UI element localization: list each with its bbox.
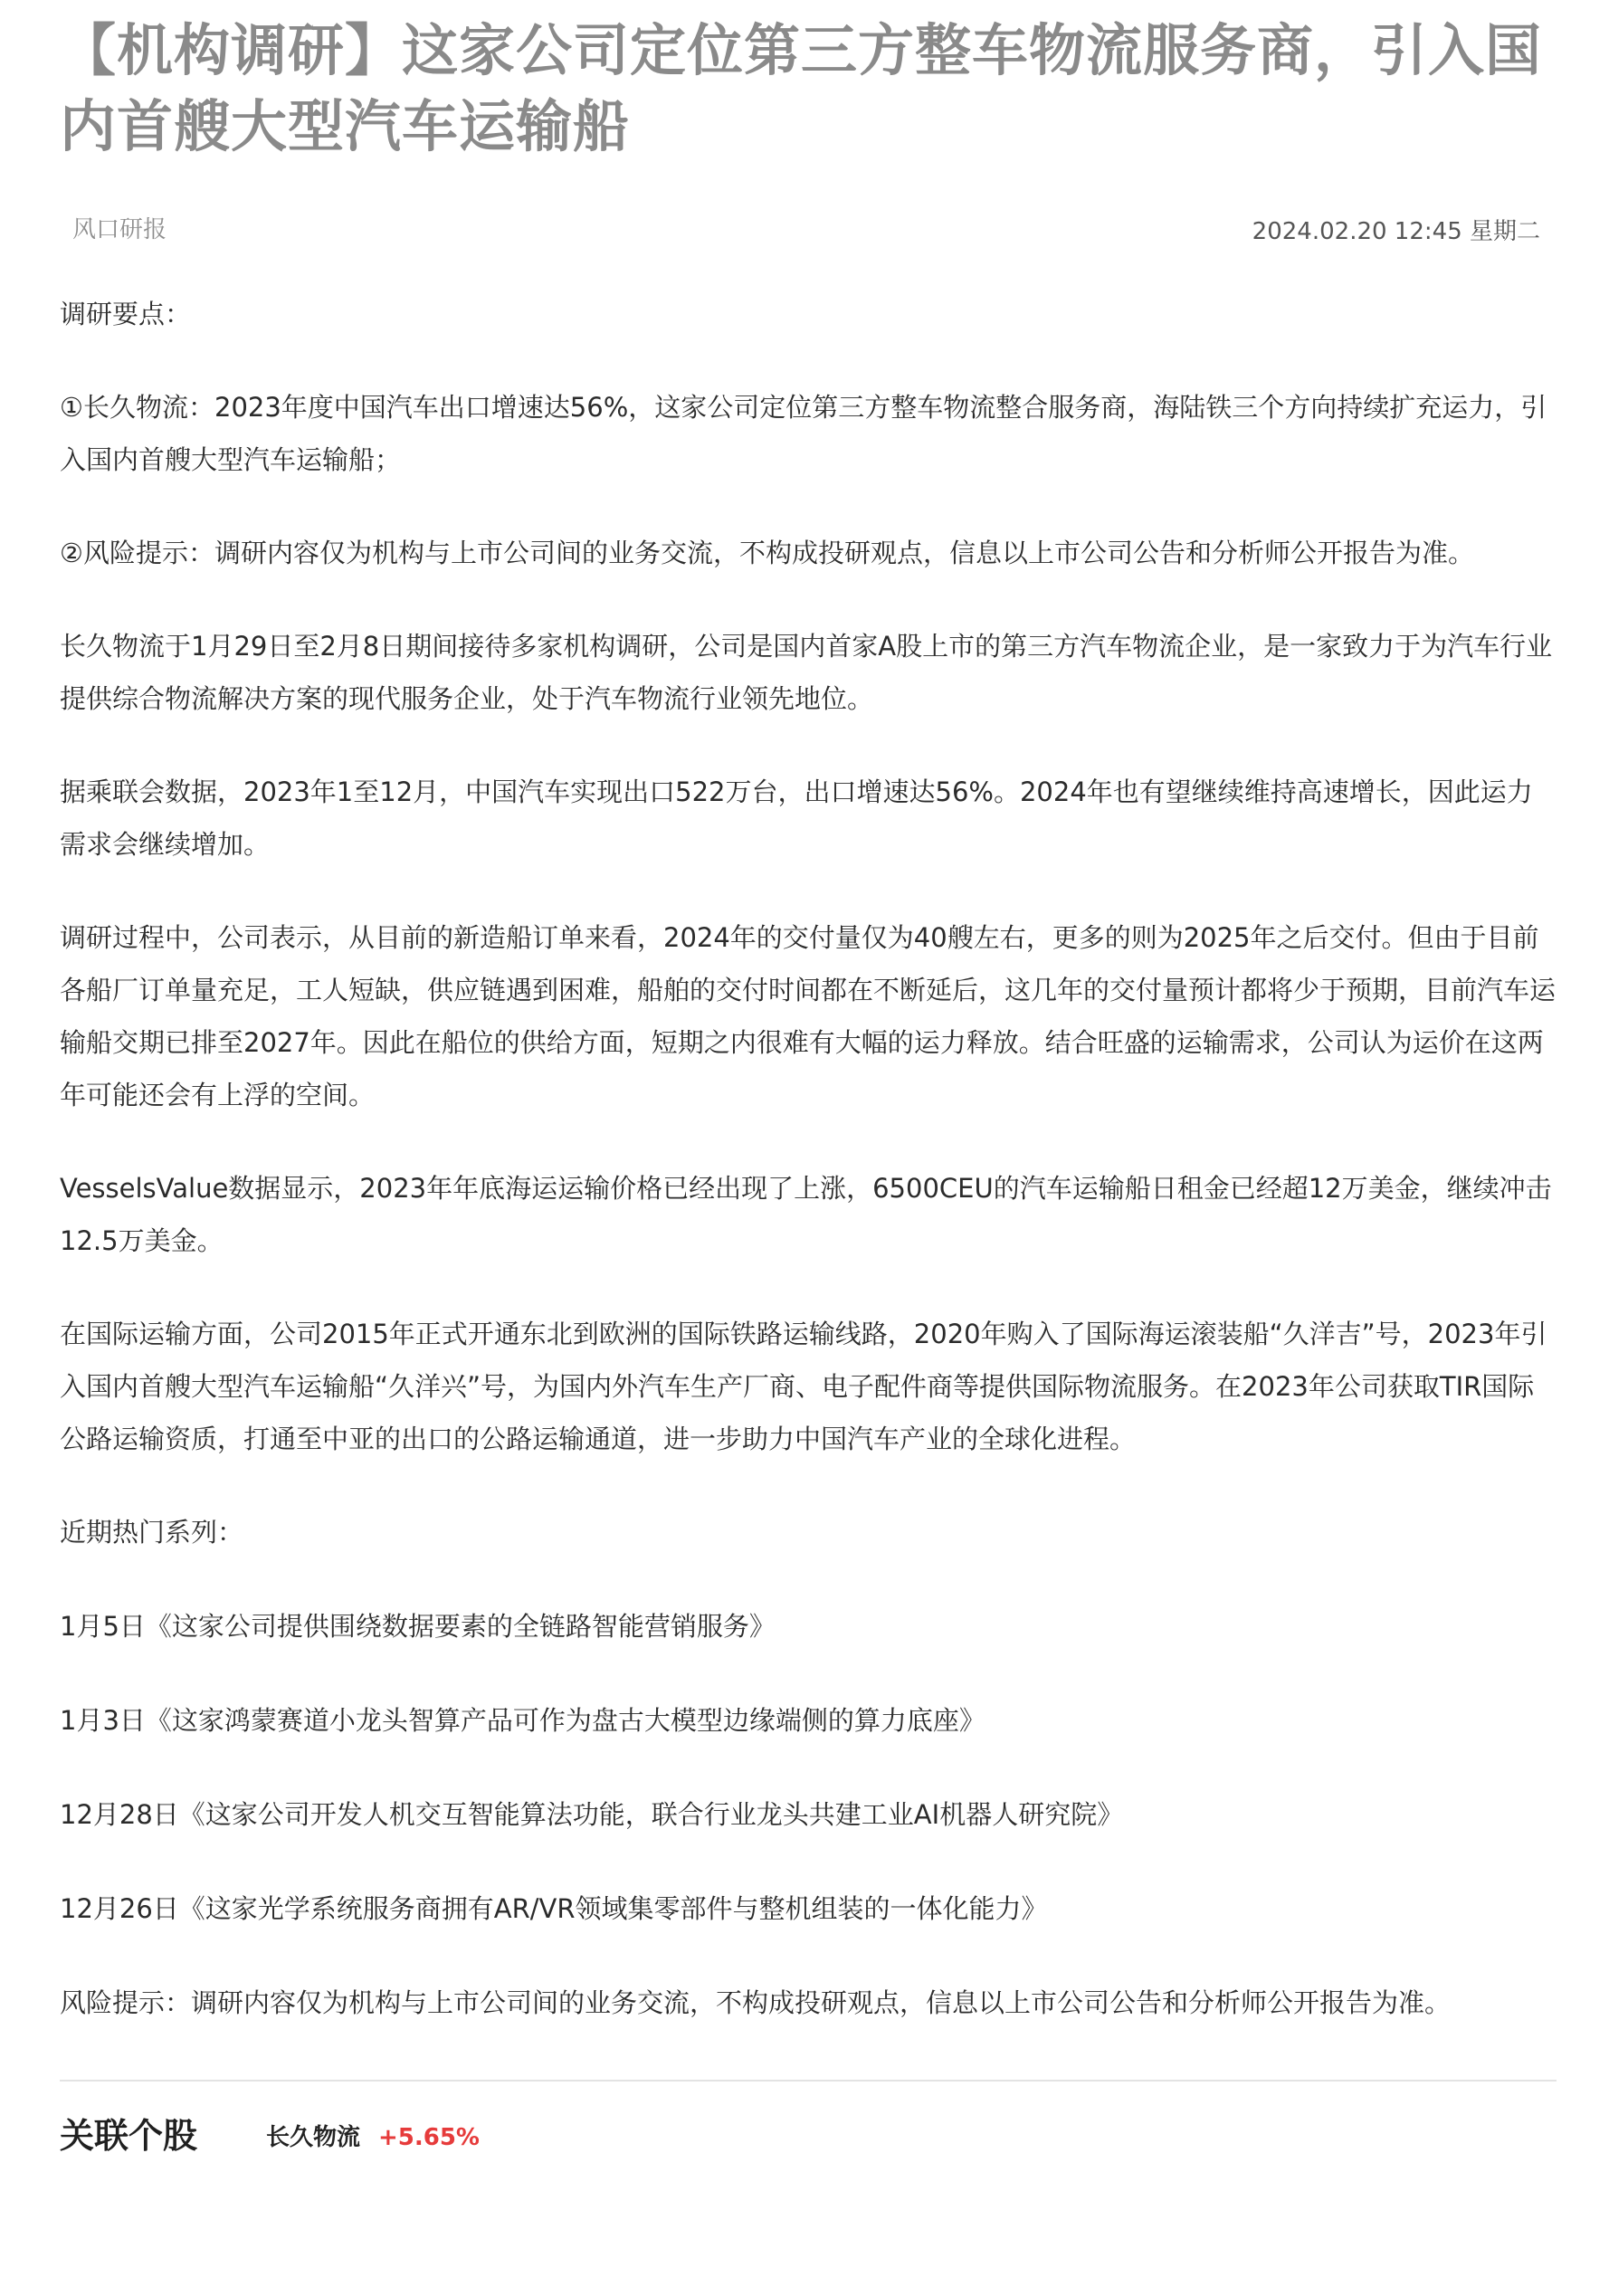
hot-series-link-3[interactable]: 12月28日《这家公司开发人机交互智能算法功能，联合行业龙头共建工业AI机器人研究院》 [60, 1799, 1124, 1830]
hot-series-link-2[interactable]: 1月3日《这家鸿蒙赛道小龙头智算产品可作为盘古大模型边缘端侧的算力底座》 [60, 1705, 985, 1736]
paragraph-export-data: 据乘联会数据，2023年1至12月，中国汽车实现出口522万台，出口增速达56%。2024年也有望继续维持高速增长，因此运力需求会继续增加。 [60, 776, 1533, 860]
hot-series-link-4[interactable]: 12月26日《这家光学系统服务商拥有AR/VR领域集零部件与整机组装的一体化能力》 [60, 1893, 1048, 1924]
related-stocks [60, 2082, 1557, 2181]
paragraph-international-transport: 在国际运输方面，公司2015年正式开通东北到欧洲的国际铁路运输线路，2020年购入了国际海运滚装船“久洋吉”号，2023年引入国内首艘大型汽车运输船“久洋兴”号，为国内外汽车生产厂商、电子配件商等提供国际物流服务。在2023年公司获取TIR国际公路运输资质，打通至中亚的出口的公路运输通道，进一步助力中国汽车产业的全球化进程。 [60, 1319, 1547, 1454]
stock-change-badge: +5.65% [378, 2124, 480, 2151]
article-title: 【机构调研】这家公司定位第三方整车物流服务商，引入国内首艘大型汽车运输船 [60, 17, 1543, 159]
paragraph-company-intro: 长久物流于1月29日至2月8日期间接待多家机构调研，公司是国内首家A股上市的第三方汽车物流企业，是一家致力于为汽车行业提供综合物流解决方案的现代服务企业，处于汽车物流行业领先地位。 [60, 631, 1553, 714]
article-meta [60, 212, 1557, 266]
paragraph-key-point-2: ②风险提示：调研内容仅为机构与上市公司间的业务交流，不构成投研观点，信息以上市公司公告和分析师公开报告为准。 [60, 538, 1475, 568]
paragraph-key-points-heading: 调研要点： [60, 299, 192, 329]
article-source[interactable]: 风口研报 [72, 216, 167, 243]
paragraph-key-point-1: ①长久物流：2023年度中国汽车出口增速达56%，这家公司定位第三方整车物流整合服务商，海陆铁三个方向持续扩充运力，引入国内首艘大型汽车运输船； [60, 392, 1547, 475]
paragraph-hot-series-heading: 近期热门系列： [60, 1517, 244, 1548]
paragraph-research-process: 调研过程中，公司表示，从目前的新造船订单来看，2024年的交付量仅为40艘左右，更多的则为2025年之后交付。但由于目前各船厂订单量充足，工人短缺，供应链遇到困难，船舶的交付时间都在不断延后，这几年的交付量预计都将少于预期，目前汽车运输船交期已排至2027年。因此在船位的供给方面，短期之内很难有大幅的运力释放。结合旺盛的运输需求，公司认为运价在这两年可能还会有上浮的空间。 [60, 922, 1557, 1110]
article-datetime: 2024.02.20 12:45 星期二 [1252, 218, 1540, 245]
paragraph-vesselsvalue: VesselsValue数据显示，2023年年底海运运输价格已经出现了上涨，6500CEU的汽车运输船日租金已经超12万美金，继续冲击12.5万美金。 [60, 1173, 1552, 1256]
related-stocks-label: 关联个股 [60, 2116, 198, 2156]
hot-series-link-1[interactable]: 1月5日《这家公司提供围绕数据要素的全链路智能营销服务》 [60, 1611, 776, 1642]
paragraph-risk-notice: 风险提示：调研内容仅为机构与上市公司间的业务交流，不构成投研观点，信息以上市公司公告和分析师公开报告为准。 [60, 1987, 1452, 2018]
article-page [60, 0, 1557, 2181]
article-body [60, 288, 1557, 2029]
stock-name-link[interactable]: 长久物流 [266, 2124, 361, 2151]
